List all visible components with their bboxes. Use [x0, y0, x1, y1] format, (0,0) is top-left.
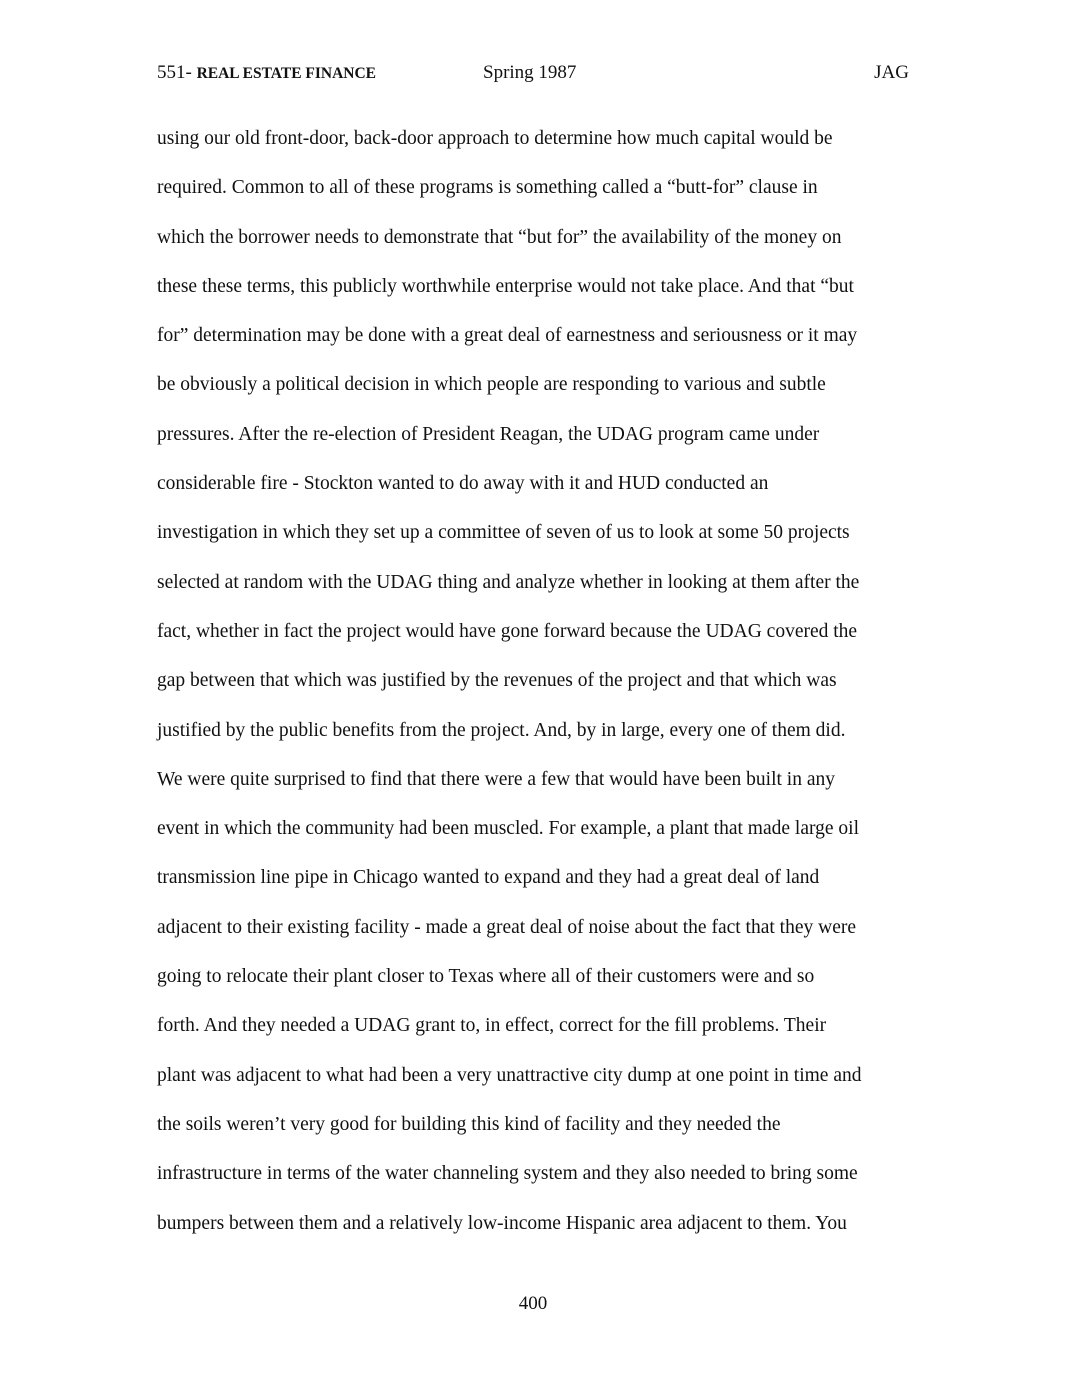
- term-label: Spring 1987: [483, 62, 577, 83]
- text-line: We were quite surprised to find that there were a few that would have been built in any: [157, 768, 835, 790]
- course-heading: [157, 62, 376, 84]
- text-line: selected at random with the UDAG thing and analyze whether in looking at them after the: [157, 571, 860, 593]
- text-line: using our old front-door, back-door approach to determine how much capital would be: [157, 128, 833, 149]
- text-line: pressures. After the re-election of President Reagan, the UDAG program came under: [157, 423, 820, 445]
- page-header: [157, 62, 909, 92]
- text-line: justified by the public benefits from the project. And, by in large, every one of them did.: [157, 719, 846, 741]
- text-line: bumpers between them and a relatively low-income Hispanic area adjacent to them. You: [157, 1212, 847, 1234]
- text-line: forth. And they needed a UDAG grant to, in effect, correct for the fill problems. Their: [157, 1015, 827, 1037]
- author-initials: JAG: [874, 62, 909, 83]
- page-number: 400: [518, 1293, 548, 1314]
- text-line: the soils weren’t very good for building this kind of facility and they needed the: [157, 1113, 781, 1135]
- course-number: 551-: [157, 62, 192, 83]
- text-line: fact, whether in fact the project would have gone forward because the UDAG covered the: [157, 620, 858, 642]
- text-line: which the borrower needs to demonstrate that “but for” the availability of the money on: [157, 226, 842, 248]
- course-title: REAL ESTATE FINANCE: [196, 65, 377, 82]
- text-line: transmission line pipe in Chicago wanted to expand and they had a great deal of land: [157, 867, 820, 889]
- text-line: adjacent to their existing facility - made a great deal of noise about the fact that they were: [157, 916, 857, 938]
- text-line: gap between that which was justified by the revenues of the project and that which was: [157, 670, 837, 692]
- text-line: for” determination may be done with a great deal of earnestness and seriousness or it may: [157, 325, 858, 347]
- body-text: [157, 124, 917, 1258]
- text-line: required. Common to all of these programs is something called a “butt-for” clause in: [157, 177, 818, 199]
- text-line: these these terms, this publicly worthwhile enterprise would not take place. And that “but: [157, 275, 854, 297]
- text-line: going to relocate their plant closer to Texas where all of their customers were and so: [157, 966, 815, 988]
- text-line: event in which the community had been muscled. For example, a plant that made large oil: [157, 818, 859, 840]
- text-line: plant was adjacent to what had been a very unattractive city dump at one point in time and: [157, 1064, 862, 1086]
- text-line: be obviously a political decision in which people are responding to various and subtle: [157, 374, 826, 396]
- text-line: considerable fire - Stockton wanted to do away with it and HUD conducted an: [157, 473, 769, 495]
- text-line: infrastructure in terms of the water channeling system and they also needed to bring some: [157, 1163, 858, 1185]
- text-line: investigation in which they set up a committee of seven of us to look at some 50 projects: [157, 522, 850, 544]
